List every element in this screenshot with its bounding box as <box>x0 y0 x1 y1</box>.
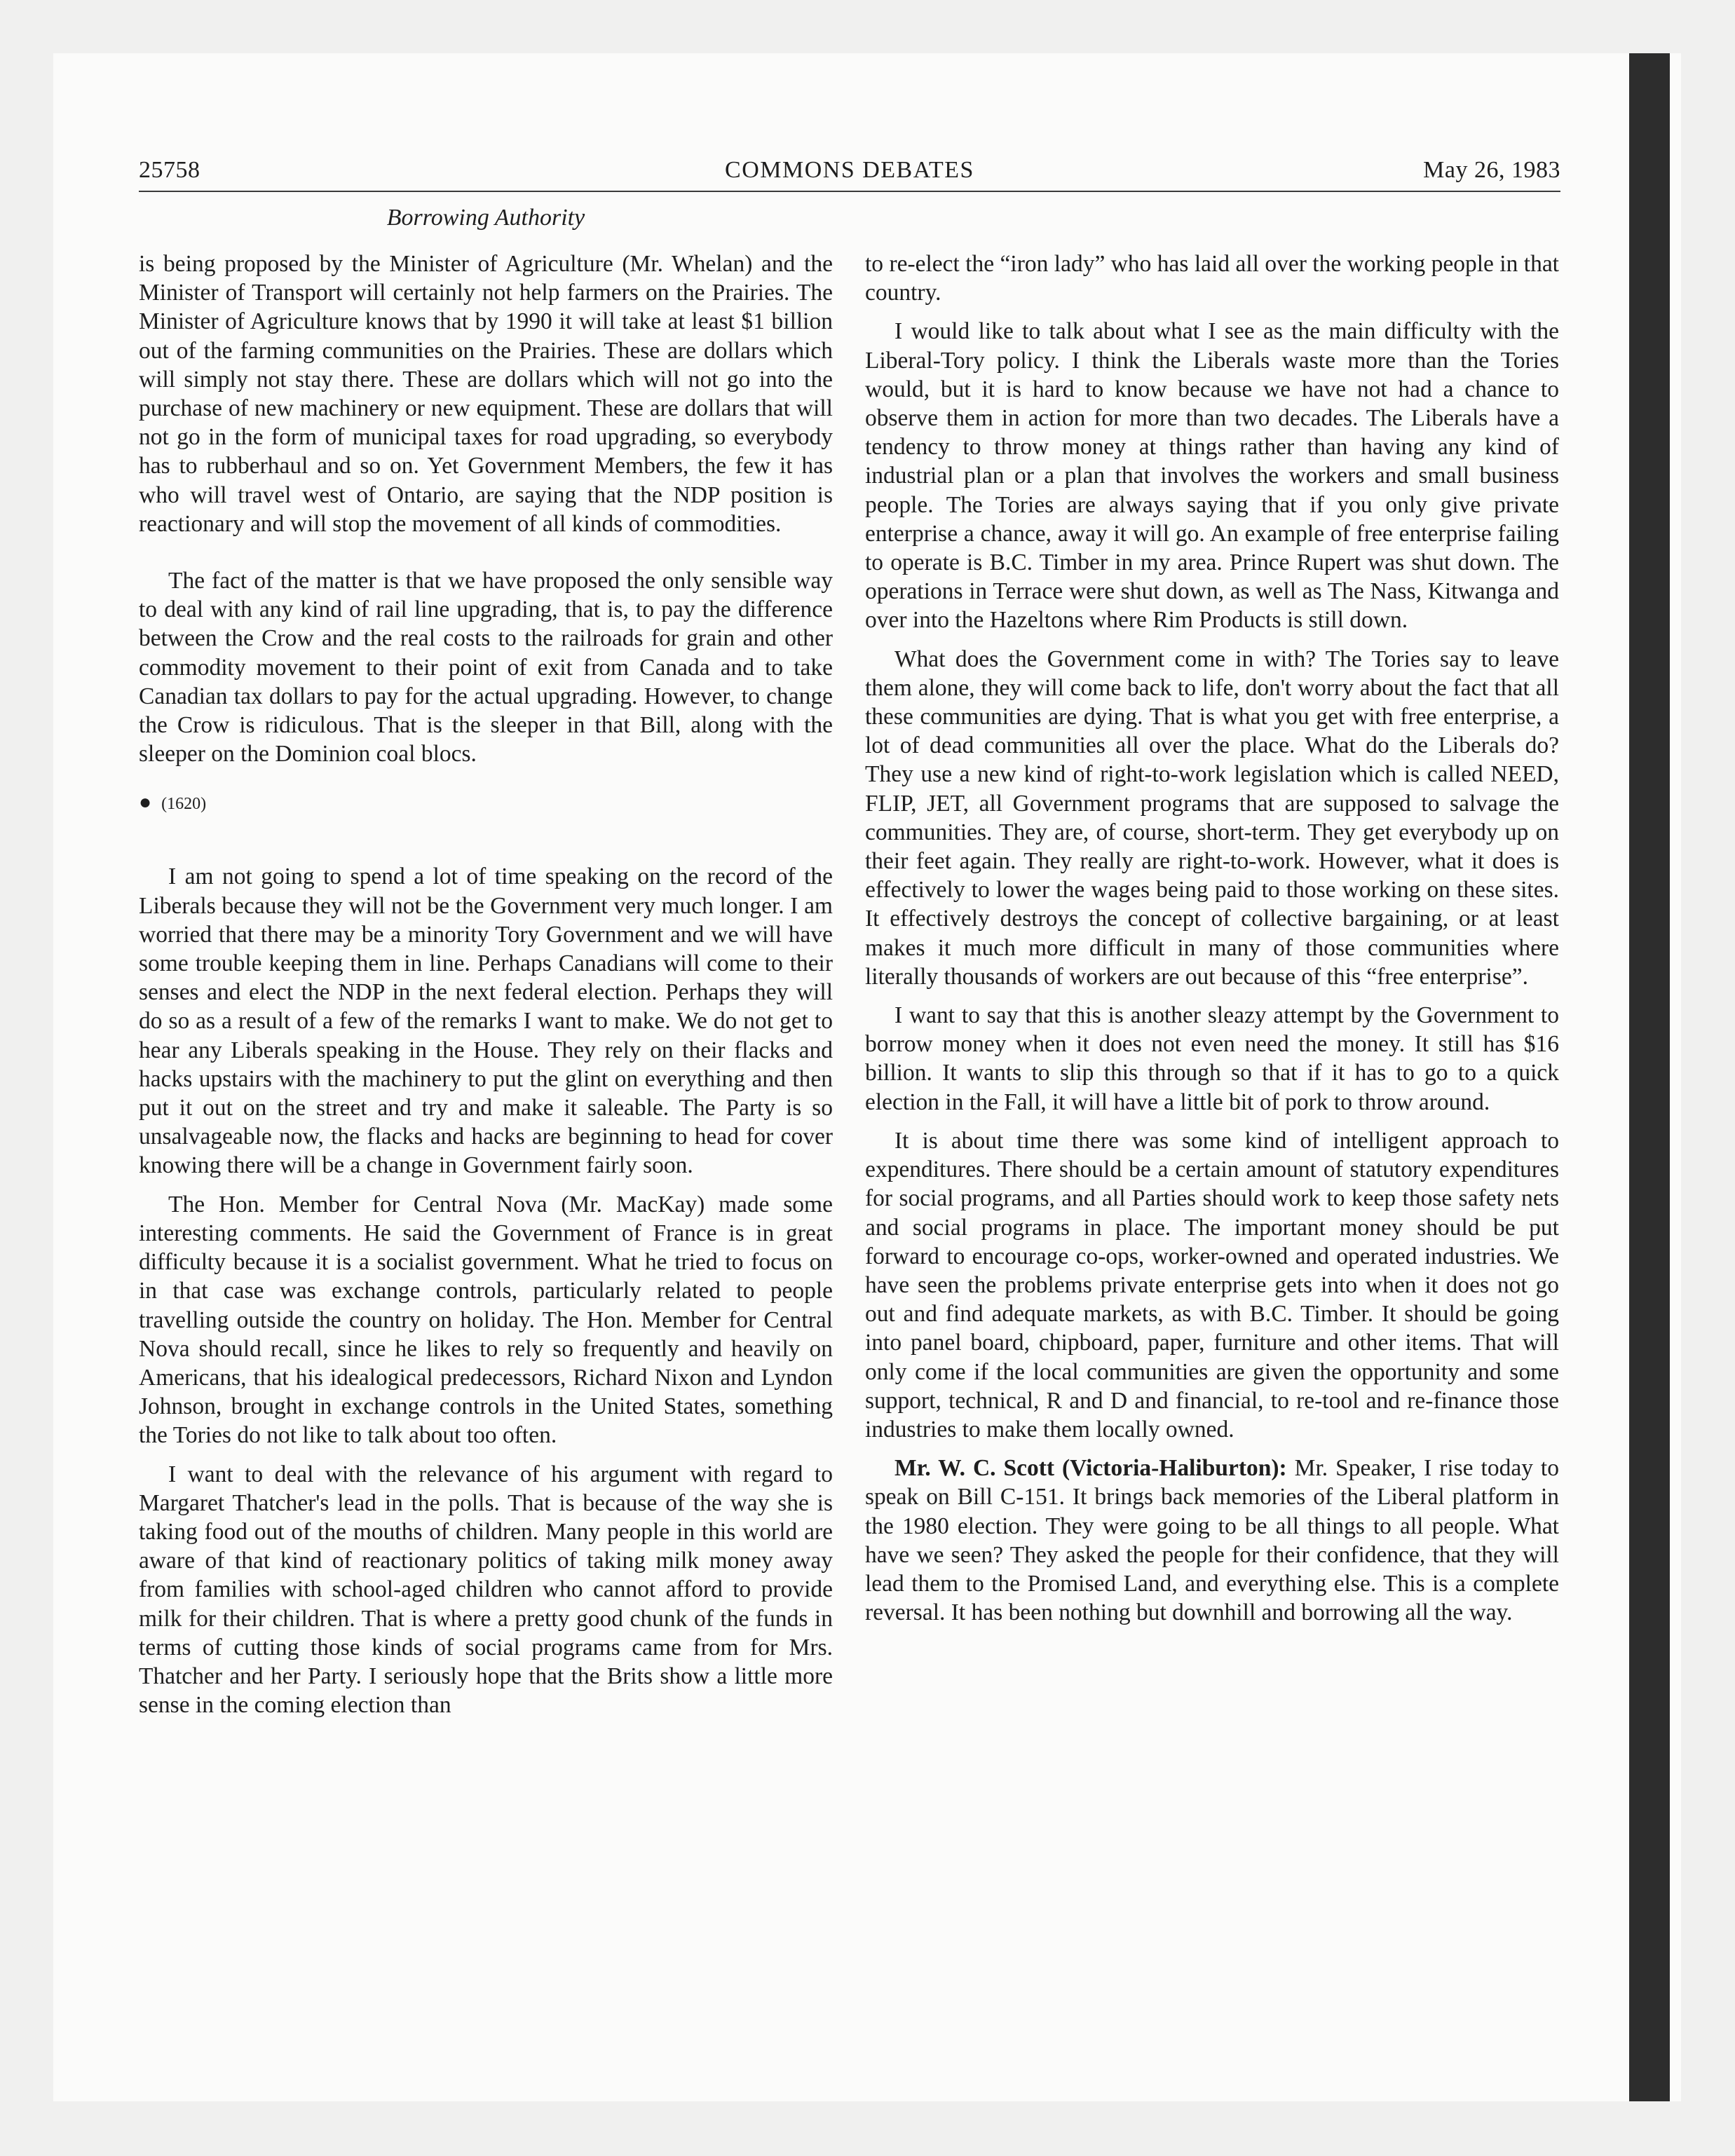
running-head <box>139 157 1560 189</box>
paragraph: I am not going to spend a lot of time speaking on the record of the Liberals because they will not be the Government very much longer. I am worried that there may be a minority Tory Government and we will have some trouble keeping them in line. Perhaps Canadians will come to their senses and elect the NDP in the next federal election. Perhaps they will do so as a result of a few of the remarks I want to make. We do not get to hear any Liberals speaking in the House. They rely on their flacks and hacks upstairs with the machinery to put the glint on everything and then put it out on the street and try and make it saleable. The Party is so unsalvageable now, the flacks and hacks are beginning to head for cover knowing there will be a change in Government fairly soon. <box>139 864 833 1179</box>
speaker-name: Mr. W. C. Scott (Victoria-Haliburton): <box>894 1455 1287 1482</box>
page-number: 25758 <box>139 157 200 183</box>
bullet-icon: ● <box>139 791 152 814</box>
speaker-paragraph <box>865 1454 1559 1627</box>
paragraph: I would like to talk about what I see as the main difficulty with the Liberal-Tory policy. I think the Liberals waste more than the Tories would, but it is hard to know because we have not had a chance to observe them in action for more than two decades. The Liberals have a tendency to throw money at things rather than having any kind of industrial plan or a plan that involves the workers and small business people. The Tories are always saying that if you only give private enterprise a chance, away it will go. An example of free enterprise failing to operate is B.C. Timber in my area. Prince Rupert was shut down. The operations in Terrace were shut down, as well as The Nass, Kitwanga and over into the Hazeltons where Rim Products is still down. <box>865 318 1559 634</box>
right-column <box>865 250 1559 1627</box>
paragraph: is being proposed by the Minister of Agriculture (Mr. Whelan) and the Minister of Transport will certainly not help farmers on the Prairies. The Minister of Agriculture knows that by 1990 it will take at least $1 billion out of the farming communities on the Prairies. These are dollars which will simply not stay there. These are dollars which will not go into the purchase of new machinery or new equipment. These are dollars that will not go in the form of municipal taxes for road upgrading, so everybody has to rubberhaul and so on. Yet Government Members, the few it has who will travel west of Ontario, are saying that the NDP position is reactionary and will stop the movement of all kinds of commodities. <box>139 251 833 537</box>
paragraph: What does the Government come in with? The Tories say to leave them alone, they will come back to life, don't worry about the fact that all these communities are dying. That is what you get with free enterprise, a lot of dead communities all over the place. What do the Liberals do? They use a new kind of right-to-work legislation which is called NEED, FLIP, JET, all Government programs that are supposed to salvage the communities. They are, of course, short-term. They get everybody up on their feet again. They really are right-to-work. However, what it does is effectively to lower the wages being paid to those working on these sites. It effectively destroys the concept of collective bargaining, or at least makes it much more difficult in many of those communities where literally thousands of workers are out because of this “free enterprise”. <box>865 646 1559 990</box>
paragraph: I want to say that this is another sleazy attempt by the Government to borrow money when it does not even need the money. It still has $16 billion. It wants to slip this through so that if it has to go to a quick election in the Fall, it will have a little bit of pork to throw around. <box>865 1002 1559 1115</box>
left-column <box>139 250 833 1719</box>
paragraph: I want to deal with the relevance of his argument with regard to Margaret Thatcher's lead in the polls. That is because of the way she is taking food out of the mouths of children. Many people in this world are aware of that kind of reactionary politics of taking milk money away from families with school-aged children who cannot afford to provide milk for their children. That is where a pretty good chunk of the funds in terms of cutting those kinds of social programs came from for Mrs. Thatcher and her Party. I seriously hope that the Brits show a little more sense in the coming election than <box>139 1461 833 1719</box>
publication-title: COMMONS DEBATES <box>725 157 974 183</box>
speaker-text: Mr. Speaker, I rise today to speak on Bill C-151. It brings back memories of the Liberal platform in the 1980 election. They were going to be all things to all people. What have we seen? They asked the people for their confidence, that they will lead them to the Promised Land, and everything else. This is a complete reversal. It has been nothing but downhill and borrowing all the way. <box>865 1455 1559 1626</box>
paragraph: The fact of the matter is that we have proposed the only sensible way to deal with any kind of rail line upgrading, that is, to pay the difference between the Crow and the real costs to the railroads for grain and other commodity movement to their point of exit from Canada and to take Canadian tax dollars to pay for the actual upgrading. However, to change the Crow is ridiculous. That is the sleeper in that Bill, along with the sleeper on the Dominion coal blocs. <box>139 568 833 767</box>
paragraph: The Hon. Member for Central Nova (Mr. MacKay) made some interesting comments. He said the Government of France is in great difficulty because it is a socialist government. What he tried to focus on in that case was exchange controls, particularly related to people travelling outside the country on holiday. The Hon. Member for Central Nova should recall, since he likes to rely so frequently and heavily on Americans, that his idealogical predecessors, Richard Nixon and Lyndon Johnson, brought in exchange controls in the United States, something the Tories do not like to talk about too often. <box>139 1191 833 1449</box>
time-marker-text: (1620) <box>161 795 207 814</box>
publication-date: May 26, 1983 <box>1423 157 1560 183</box>
section-title: Borrowing Authority <box>386 205 585 231</box>
time-marker <box>139 792 833 814</box>
header-rule <box>139 191 1560 192</box>
paragraph: It is about time there was some kind of intelligent approach to expenditures. There should be a certain amount of statutory expenditures for social programs, and all Parties should work to keep those safety nets and social programs in place. The important money should be put forward to encourage co-ops, worker-owned and operated industries. We have seen the problems private enterprise gets into when it does not go out and find adequate markets, as with B.C. Timber. It should be going into panel board, chipboard, paper, furniture and other items. That will only come if the local communities are given the opportunity and some support, technical, R and D and financial, to re-tool and re-finance those industries to make them locally owned. <box>865 1127 1559 1442</box>
paragraph: to re-elect the “iron lady” who has laid all over the working people in that country. <box>865 251 1559 306</box>
scan-edge-shadow <box>1629 53 1670 2101</box>
